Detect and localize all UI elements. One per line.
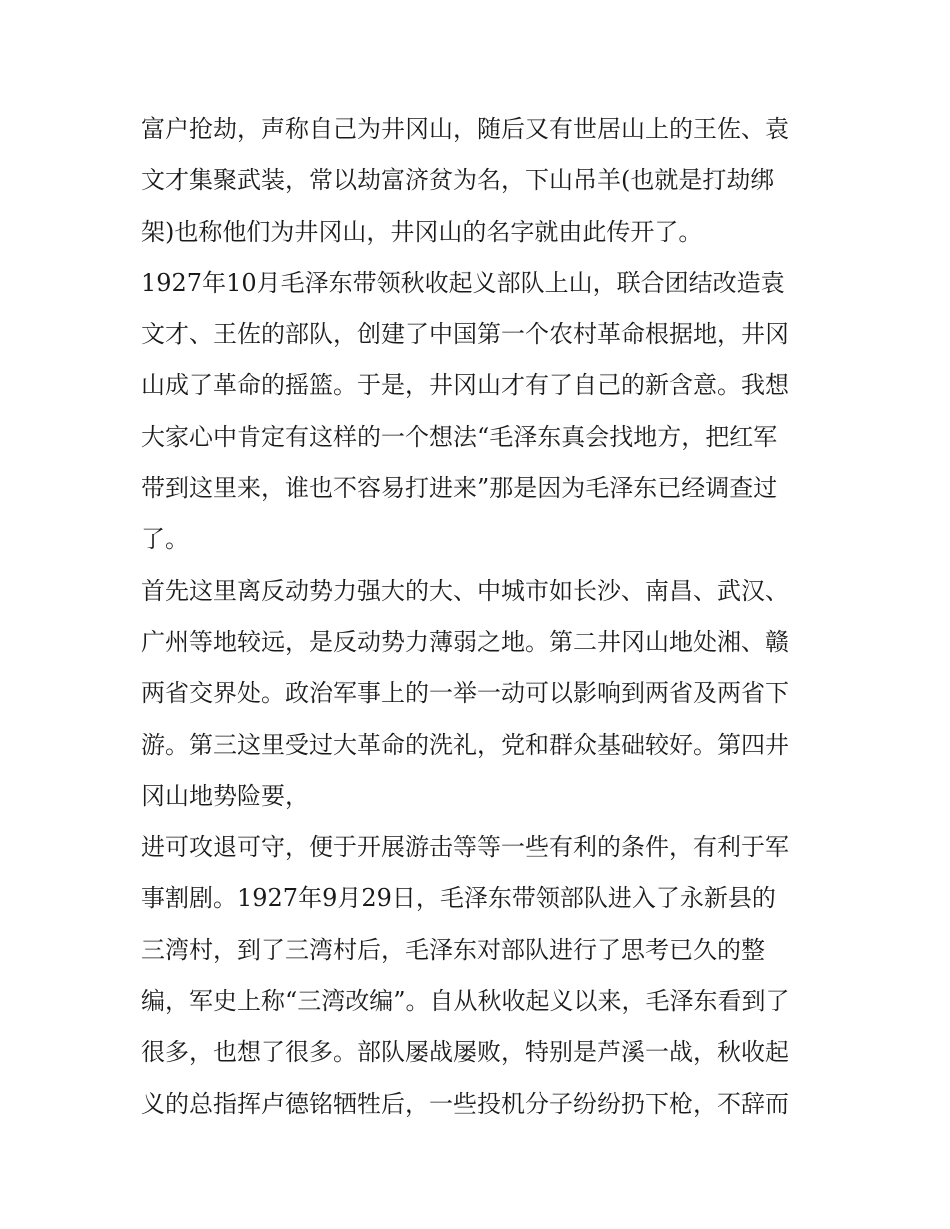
text-line: 文才集聚武装，常以劫富济贫为名，下山吊羊(也就是打劫绑 xyxy=(141,166,775,195)
text-line: 进可攻退可守，便于开展游击等等一些有利的条件，有利于军 xyxy=(141,833,789,862)
text-line: 架)也称他们为井冈山，井冈山的名字就由此传开了。 xyxy=(141,217,703,246)
text-line: 冈山地势险要， xyxy=(141,781,309,810)
text-line: 1927年10月毛泽东带领秋收起义部队上山，联合团结改造袁 xyxy=(141,268,785,297)
body-text xyxy=(141,104,821,1130)
text-line: 义的总指挥卢德铭牺牲后，一些投机分子纷纷扔下枪，不辞而 xyxy=(141,1089,789,1118)
text-line: 事割剧。1927年9月29日，毛泽东带领部队进入了永新县的 xyxy=(141,884,776,913)
text-line: 大家心中肯定有这样的一个想法“毛泽东真会找地方，把红军 xyxy=(141,422,778,451)
text-line: 三湾村，到了三湾村后，毛泽东对部队进行了思考已久的整 xyxy=(141,935,765,964)
text-line: 编，军史上称“三湾改编”。自从秋收起义以来，毛泽东看到了 xyxy=(141,987,790,1016)
text-line: 广州等地较远，是反动势力薄弱之地。第二井冈山地处湘、赣 xyxy=(141,627,789,656)
text-line: 首先这里离反动势力强大的大、中城市如长沙、南昌、武汉、 xyxy=(141,576,789,605)
text-line: 游。第三这里受过大革命的洗礼，党和群众基础较好。第四井 xyxy=(141,730,789,759)
text-line: 富户抢劫，声称自己为井冈山，随后又有世居山上的王佐、袁 xyxy=(141,115,789,143)
text-line: 文才、王佐的部队，创建了中国第一个农村革命根据地，井冈 xyxy=(141,320,789,349)
text-line: 很多，也想了很多。部队屡战屡败，特别是芦溪一战，秋收起 xyxy=(141,1038,789,1067)
text-line: 两省交界处。政治军事上的一举一动可以影响到两省及两省下 xyxy=(141,679,789,708)
text-line: 带到这里来，谁也不容易打进来”那是因为毛泽东已经调查过 xyxy=(141,474,778,503)
text-line: 山成了革命的摇篮。于是，井冈山才有了自己的新含意。我想 xyxy=(141,371,789,400)
text-line: 了。 xyxy=(141,525,189,554)
